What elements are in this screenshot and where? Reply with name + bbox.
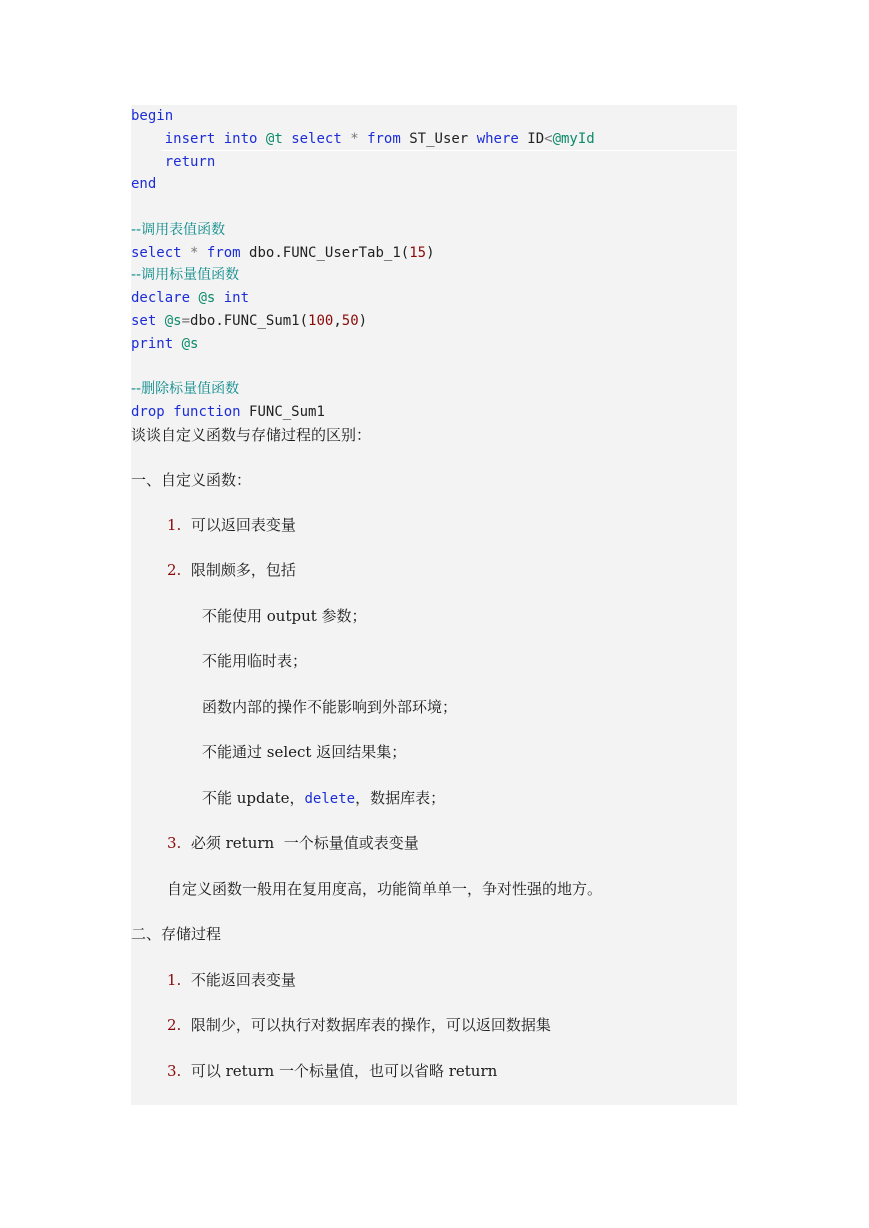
var-s: @s xyxy=(181,336,199,352)
list-text: 不能返回表变量 xyxy=(190,971,296,989)
section2-title xyxy=(131,923,221,945)
func-sum: dbo.FUNC_Sum1( xyxy=(190,313,309,329)
s1-sub-3 xyxy=(202,696,457,718)
list-text: 限制颇多，包括 xyxy=(190,561,296,579)
list-text: 必须 return 一个标量值或表变量 xyxy=(190,834,419,852)
kw-print: print xyxy=(131,336,174,352)
s2-item-1 xyxy=(167,969,296,991)
comment-text: --调用标量值函数 xyxy=(131,267,240,283)
code-line-select-tab xyxy=(131,242,435,264)
list-number: 2. xyxy=(167,1016,182,1034)
s2-item-2 xyxy=(167,1014,551,1036)
num-50: 50 xyxy=(341,313,359,329)
func-usertab: dbo.FUNC_UserTab_1( xyxy=(249,245,410,261)
comment-table-func xyxy=(131,219,225,241)
code-line-insert xyxy=(131,128,595,150)
func-name: FUNC_Sum1 xyxy=(249,404,325,420)
s1-sub-1 xyxy=(202,605,367,627)
kw-begin: begin xyxy=(131,108,174,124)
paren-close: ) xyxy=(358,313,368,329)
list-number: 3. xyxy=(167,834,182,852)
sub-text: 函数内部的操作不能影响到外部环境； xyxy=(202,698,458,716)
code-line-return xyxy=(131,151,215,173)
s1-sub-2 xyxy=(202,650,307,672)
code-line-drop xyxy=(131,401,325,423)
list-number: 1. xyxy=(167,516,182,534)
section-title: 二、存储过程 xyxy=(131,925,222,943)
intro-text xyxy=(131,424,371,446)
sub-text: 不能 update， xyxy=(202,789,305,807)
list-number: 1. xyxy=(167,971,182,989)
s1-item-2 xyxy=(167,559,296,581)
comma: , xyxy=(333,313,342,329)
s1-summary xyxy=(167,878,602,900)
kw-declare: declare xyxy=(131,290,191,306)
list-text: 限制少，可以执行对数据库表的操作，可以返回数据集 xyxy=(190,1016,551,1034)
summary-text: 自定义函数一般用在复用度高，功能简单单一，争对性强的地方。 xyxy=(167,880,603,898)
section1-title xyxy=(131,469,251,491)
kw-set: set xyxy=(131,313,157,329)
kw-select: select xyxy=(131,245,182,261)
code-line-print xyxy=(131,333,198,355)
table-name: ST_User xyxy=(409,131,469,147)
kw-int: int xyxy=(223,290,250,306)
code-line-begin xyxy=(131,105,173,127)
section-title: 一、自定义函数： xyxy=(131,471,252,489)
var-t: @t xyxy=(265,131,283,147)
comment-scalar-func xyxy=(131,264,239,286)
num-15: 15 xyxy=(409,245,427,261)
op-lt: < xyxy=(544,131,553,147)
sub-text: 不能使用 output 参数； xyxy=(202,607,367,625)
kw-insert: insert xyxy=(164,131,216,147)
kw-into: into xyxy=(223,131,258,147)
intro: 谈谈自定义函数与存储过程的区别： xyxy=(131,426,372,444)
list-number: 3. xyxy=(167,1062,182,1080)
var-s: @s xyxy=(198,290,216,306)
kw-drop: drop xyxy=(131,404,165,420)
code-line-set xyxy=(131,310,367,332)
kw-from: from xyxy=(206,245,241,261)
sub-text: 不能用临时表； xyxy=(202,652,308,670)
op-star: * xyxy=(190,245,199,261)
comment-text: --删除标量值函数 xyxy=(131,381,240,397)
op-star: * xyxy=(350,131,359,147)
op-eq: = xyxy=(181,313,191,329)
s1-sub-4 xyxy=(202,741,406,763)
kw-where: where xyxy=(476,131,519,147)
s2-item-3 xyxy=(167,1060,497,1082)
var-myid: @myId xyxy=(552,131,595,147)
kw-select: select xyxy=(291,131,342,147)
s1-item-1 xyxy=(167,514,296,536)
kw-from: from xyxy=(367,131,401,147)
s1-item-3 xyxy=(167,832,419,854)
code-line-declare xyxy=(131,287,249,309)
list-number: 2. xyxy=(167,561,182,579)
kw-return: return xyxy=(164,154,216,170)
list-text: 可以返回表变量 xyxy=(190,516,296,534)
var-s: @s xyxy=(164,313,182,329)
sub-text: 不能通过 select 返回结果集； xyxy=(202,743,407,761)
comment-text: --调用表值函数 xyxy=(131,222,226,238)
list-text: 可以 return 一个标量值，也可以省略 return xyxy=(190,1062,498,1080)
kw-delete: delete xyxy=(304,791,356,807)
s1-sub-5 xyxy=(202,787,445,809)
num-100: 100 xyxy=(308,313,334,329)
kw-end: end xyxy=(131,176,157,192)
code-line-end xyxy=(131,173,156,195)
kw-function: function xyxy=(173,404,241,420)
paren-close: ) xyxy=(426,245,435,261)
sub-text: ，数据库表； xyxy=(355,789,446,807)
comment-drop xyxy=(131,378,239,400)
line-divider xyxy=(162,150,737,151)
col-id: ID xyxy=(527,131,545,147)
